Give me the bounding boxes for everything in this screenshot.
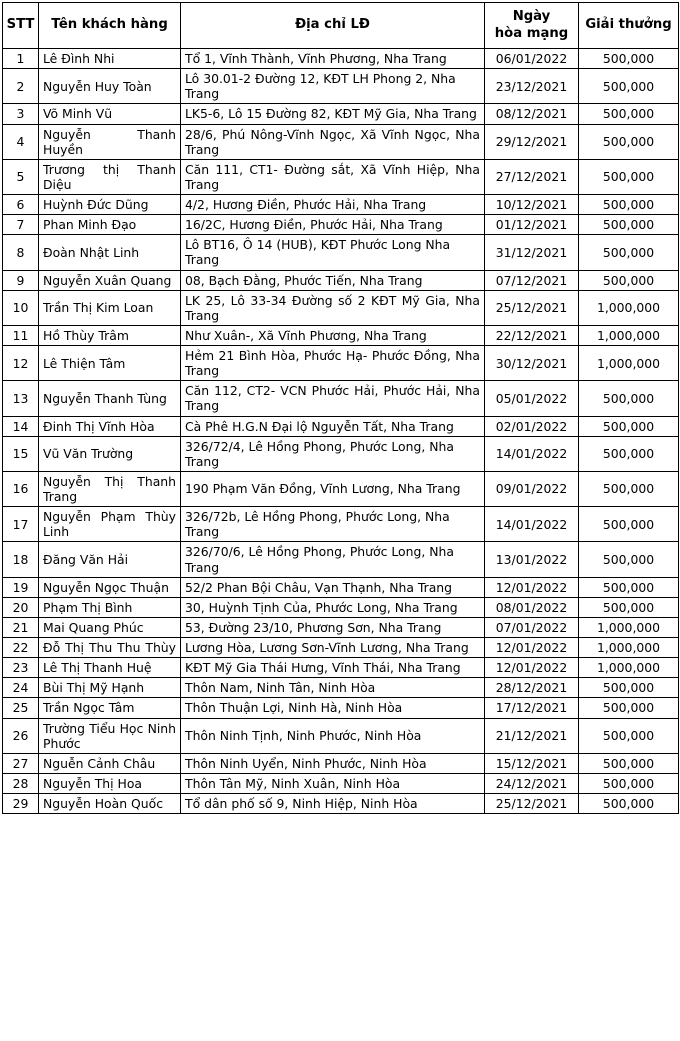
- cell-stt: 9: [3, 270, 39, 290]
- cell-prize: 500,000: [579, 773, 679, 793]
- cell-date: 14/01/2022: [485, 507, 579, 542]
- cell-prize: 500,000: [579, 597, 679, 617]
- cell-stt: 5: [3, 159, 39, 194]
- cell-prize: 500,000: [579, 577, 679, 597]
- cell-prize: 1,000,000: [579, 346, 679, 381]
- cell-prize: 500,000: [579, 794, 679, 814]
- cell-stt: 16: [3, 471, 39, 506]
- cell-date: 10/12/2021: [485, 195, 579, 215]
- cell-date: 24/12/2021: [485, 773, 579, 793]
- cell-address: LK 25, Lô 33-34 Đường số 2 KĐT Mỹ Gia, Nha Trang: [181, 290, 485, 325]
- cell-stt: 23: [3, 658, 39, 678]
- cell-date: 31/12/2021: [485, 235, 579, 270]
- cell-date: 12/01/2022: [485, 577, 579, 597]
- table-row: [3, 507, 679, 542]
- cell-prize: 1,000,000: [579, 325, 679, 345]
- cell-date: 21/12/2021: [485, 718, 579, 753]
- cell-date: 22/12/2021: [485, 325, 579, 345]
- cell-prize: 500,000: [579, 159, 679, 194]
- cell-stt: 3: [3, 104, 39, 124]
- cell-prize: 500,000: [579, 507, 679, 542]
- table-row: [3, 290, 679, 325]
- table-header: [3, 3, 679, 49]
- column-header-address: Địa chỉ LĐ: [181, 3, 485, 49]
- cell-prize: 500,000: [579, 195, 679, 215]
- cell-prize: 1,000,000: [579, 658, 679, 678]
- cell-name: Trường Tiểu Học Ninh Phước: [39, 718, 181, 753]
- cell-stt: 20: [3, 597, 39, 617]
- cell-name: Mai Quang Phúc: [39, 617, 181, 637]
- cell-stt: 12: [3, 346, 39, 381]
- table-row: [3, 235, 679, 270]
- cell-address: Như Xuân-, Xã Vĩnh Phương, Nha Trang: [181, 325, 485, 345]
- column-header-date-line1: Ngày: [512, 9, 551, 24]
- table-row: [3, 597, 679, 617]
- cell-address: Cà Phê H.G.N Đại lộ Nguyễn Tất, Nha Trang: [181, 416, 485, 436]
- cell-name: Huỳnh Đức Dũng: [39, 195, 181, 215]
- table-row: [3, 195, 679, 215]
- cell-date: 05/01/2022: [485, 381, 579, 416]
- column-header-date: [485, 3, 579, 49]
- cell-date: 14/01/2022: [485, 436, 579, 471]
- cell-address: 28/6, Phú Nông-Vĩnh Ngọc, Xã Vĩnh Ngọc, Nha Trang: [181, 124, 485, 159]
- table-row: [3, 49, 679, 69]
- cell-date: 12/01/2022: [485, 638, 579, 658]
- cell-date: 17/12/2021: [485, 698, 579, 718]
- table-row: [3, 678, 679, 698]
- cell-stt: 18: [3, 542, 39, 577]
- cell-stt: 11: [3, 325, 39, 345]
- cell-address: 52/2 Phan Bội Châu, Vạn Thạnh, Nha Trang: [181, 577, 485, 597]
- cell-address: 190 Phạm Văn Đồng, Vĩnh Lương, Nha Trang: [181, 471, 485, 506]
- cell-prize: 500,000: [579, 381, 679, 416]
- cell-name: Trần Thị Kim Loan: [39, 290, 181, 325]
- cell-address: Thôn Ninh Tịnh, Ninh Phước, Ninh Hòa: [181, 718, 485, 753]
- cell-name: Nguyễn Thị Hoa: [39, 773, 181, 793]
- table-row: [3, 124, 679, 159]
- cell-stt: 4: [3, 124, 39, 159]
- cell-prize: 500,000: [579, 471, 679, 506]
- cell-prize: 500,000: [579, 104, 679, 124]
- cell-stt: 13: [3, 381, 39, 416]
- table-row: [3, 773, 679, 793]
- cell-prize: 1,000,000: [579, 638, 679, 658]
- cell-name: Nguễn Cảnh Châu: [39, 753, 181, 773]
- table-row: [3, 381, 679, 416]
- cell-name: Hồ Thùy Trâm: [39, 325, 181, 345]
- cell-stt: 6: [3, 195, 39, 215]
- cell-date: 07/12/2021: [485, 270, 579, 290]
- cell-date: 08/01/2022: [485, 597, 579, 617]
- table-row: [3, 346, 679, 381]
- cell-date: 06/01/2022: [485, 49, 579, 69]
- cell-stt: 8: [3, 235, 39, 270]
- cell-prize: 500,000: [579, 436, 679, 471]
- column-header-date-line2: hòa mạng: [494, 25, 569, 41]
- cell-stt: 2: [3, 69, 39, 104]
- cell-date: 08/12/2021: [485, 104, 579, 124]
- table-row: [3, 753, 679, 773]
- cell-address: 4/2, Hương Điền, Phước Hải, Nha Trang: [181, 195, 485, 215]
- cell-name: Nguyễn Thị Thanh Trang: [39, 471, 181, 506]
- cell-prize: 500,000: [579, 215, 679, 235]
- table-row: [3, 436, 679, 471]
- cell-name: Lê Đình Nhi: [39, 49, 181, 69]
- cell-prize: 500,000: [579, 542, 679, 577]
- cell-address: Thôn Ninh Uyển, Ninh Phước, Ninh Hòa: [181, 753, 485, 773]
- cell-address: 326/72/4, Lê Hồng Phong, Phước Long, Nha Trang: [181, 436, 485, 471]
- table-row: [3, 638, 679, 658]
- cell-address: Lô BT16, Ô 14 (HUB), KĐT Phước Long Nha Trang: [181, 235, 485, 270]
- cell-stt: 17: [3, 507, 39, 542]
- table-row: [3, 416, 679, 436]
- cell-name: Nguyễn Xuân Quang: [39, 270, 181, 290]
- cell-name: Nguyễn Hoàn Quốc: [39, 794, 181, 814]
- cell-stt: 14: [3, 416, 39, 436]
- cell-prize: 500,000: [579, 235, 679, 270]
- column-header-prize: Giải thưởng: [579, 3, 679, 49]
- cell-address: Thôn Thuận Lợi, Ninh Hà, Ninh Hòa: [181, 698, 485, 718]
- cell-name: Đăng Văn Hải: [39, 542, 181, 577]
- cell-prize: 1,000,000: [579, 617, 679, 637]
- cell-name: Đinh Thị Vĩnh Hòa: [39, 416, 181, 436]
- cell-address: Tổ 1, Vĩnh Thành, Vĩnh Phương, Nha Trang: [181, 49, 485, 69]
- table-row: [3, 577, 679, 597]
- table-row: [3, 325, 679, 345]
- cell-date: 13/01/2022: [485, 542, 579, 577]
- cell-name: Nguyễn Thanh Huyền: [39, 124, 181, 159]
- cell-address: Căn 112, CT2- VCN Phước Hải, Phước Hải, Nha Trang: [181, 381, 485, 416]
- cell-address: KĐT Mỹ Gia Thái Hưng, Vĩnh Thái, Nha Trang: [181, 658, 485, 678]
- table-row: [3, 658, 679, 678]
- cell-prize: 1,000,000: [579, 290, 679, 325]
- cell-stt: 10: [3, 290, 39, 325]
- cell-address: Tổ dân phố số 9, Ninh Hiệp, Ninh Hòa: [181, 794, 485, 814]
- table-row: [3, 617, 679, 637]
- column-header-stt: STT: [3, 3, 39, 49]
- cell-address: Thôn Tân Mỹ, Ninh Xuân, Ninh Hòa: [181, 773, 485, 793]
- cell-address: Hẻm 21 Bình Hòa, Phước Hạ- Phước Đồng, Nha Trang: [181, 346, 485, 381]
- table-body: [3, 49, 679, 814]
- cell-stt: 28: [3, 773, 39, 793]
- cell-date: 25/12/2021: [485, 290, 579, 325]
- cell-stt: 21: [3, 617, 39, 637]
- table-row: [3, 270, 679, 290]
- cell-prize: 500,000: [579, 718, 679, 753]
- table-row: [3, 698, 679, 718]
- cell-name: Nguyễn Thanh Tùng: [39, 381, 181, 416]
- cell-stt: 24: [3, 678, 39, 698]
- cell-address: 08, Bạch Đằng, Phước Tiến, Nha Trang: [181, 270, 485, 290]
- cell-stt: 19: [3, 577, 39, 597]
- cell-stt: 7: [3, 215, 39, 235]
- cell-prize: 500,000: [579, 753, 679, 773]
- cell-stt: 26: [3, 718, 39, 753]
- cell-date: 27/12/2021: [485, 159, 579, 194]
- cell-date: 29/12/2021: [485, 124, 579, 159]
- cell-address: Thôn Nam, Ninh Tân, Ninh Hòa: [181, 678, 485, 698]
- cell-date: 15/12/2021: [485, 753, 579, 773]
- column-header-name: Tên khách hàng: [39, 3, 181, 49]
- cell-address: 53, Đường 23/10, Phương Sơn, Nha Trang: [181, 617, 485, 637]
- cell-name: Phan Minh Đạo: [39, 215, 181, 235]
- cell-stt: 1: [3, 49, 39, 69]
- cell-date: 09/01/2022: [485, 471, 579, 506]
- cell-name: Vũ Văn Trường: [39, 436, 181, 471]
- table-row: [3, 159, 679, 194]
- cell-prize: 500,000: [579, 49, 679, 69]
- cell-name: Lê Thiện Tâm: [39, 346, 181, 381]
- table-row: [3, 718, 679, 753]
- cell-stt: 22: [3, 638, 39, 658]
- cell-name: Nguyễn Phạm Thùy Linh: [39, 507, 181, 542]
- cell-name: Đoàn Nhật Linh: [39, 235, 181, 270]
- table-row: [3, 794, 679, 814]
- cell-date: 28/12/2021: [485, 678, 579, 698]
- cell-name: Phạm Thị Bình: [39, 597, 181, 617]
- table-header-row: [3, 3, 679, 49]
- cell-name: Nguyễn Ngọc Thuận: [39, 577, 181, 597]
- cell-name: Trần Ngọc Tâm: [39, 698, 181, 718]
- cell-address: Lương Hòa, Lương Sơn-Vĩnh Lương, Nha Trang: [181, 638, 485, 658]
- cell-name: Đỗ Thị Thu Thu Thùy: [39, 638, 181, 658]
- cell-prize: 500,000: [579, 124, 679, 159]
- cell-prize: 500,000: [579, 698, 679, 718]
- cell-name: Võ Minh Vũ: [39, 104, 181, 124]
- table-row: [3, 542, 679, 577]
- table-row: [3, 104, 679, 124]
- cell-date: 12/01/2022: [485, 658, 579, 678]
- cell-date: 23/12/2021: [485, 69, 579, 104]
- cell-name: Bùi Thị Mỹ Hạnh: [39, 678, 181, 698]
- table-row: [3, 215, 679, 235]
- cell-address: Căn 111, CT1- Đường sắt, Xã Vĩnh Hiệp, Nha Trang: [181, 159, 485, 194]
- cell-stt: 27: [3, 753, 39, 773]
- cell-address: 16/2C, Hương Điền, Phước Hải, Nha Trang: [181, 215, 485, 235]
- cell-name: Trương thị Thanh Diệu: [39, 159, 181, 194]
- table-row: [3, 471, 679, 506]
- cell-date: 25/12/2021: [485, 794, 579, 814]
- cell-stt: 29: [3, 794, 39, 814]
- cell-date: 30/12/2021: [485, 346, 579, 381]
- cell-prize: 500,000: [579, 270, 679, 290]
- danh-sach-khach-hang-trung-giai-table: [2, 2, 679, 814]
- cell-address: LK5-6, Lô 15 Đường 82, KĐT Mỹ Gia, Nha Trang: [181, 104, 485, 124]
- cell-stt: 25: [3, 698, 39, 718]
- cell-prize: 500,000: [579, 69, 679, 104]
- cell-date: 07/01/2022: [485, 617, 579, 637]
- cell-address: 30, Huỳnh Tịnh Của, Phước Long, Nha Trang: [181, 597, 485, 617]
- cell-address: 326/72b, Lê Hồng Phong, Phước Long, Nha Trang: [181, 507, 485, 542]
- table-row: [3, 69, 679, 104]
- cell-stt: 15: [3, 436, 39, 471]
- cell-address: 326/70/6, Lê Hồng Phong, Phước Long, Nha Trang: [181, 542, 485, 577]
- cell-date: 02/01/2022: [485, 416, 579, 436]
- cell-prize: 500,000: [579, 416, 679, 436]
- cell-name: Nguyễn Huy Toàn: [39, 69, 181, 104]
- cell-name: Lê Thị Thanh Huệ: [39, 658, 181, 678]
- cell-address: Lô 30.01-2 Đường 12, KĐT LH Phong 2, Nha Trang: [181, 69, 485, 104]
- cell-prize: 500,000: [579, 678, 679, 698]
- cell-date: 01/12/2021: [485, 215, 579, 235]
